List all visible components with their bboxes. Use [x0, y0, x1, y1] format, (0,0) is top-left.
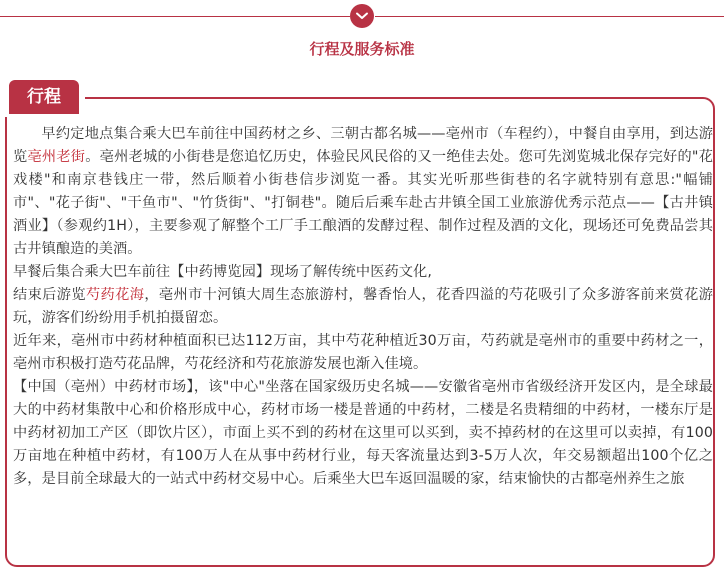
header-divider-right: [375, 16, 724, 17]
header-divider-left: [0, 16, 350, 17]
paragraph-peony-sea: 结束后游览芍药花海，亳州市十河镇大周生态旅游村，馨香怡人，花香四溢的芍花吸引了众多游客前来赏花游玩，游客们纷纷用手机拍摄留恋。: [13, 287, 713, 326]
peony-sea-link[interactable]: 芍药花海: [85, 287, 145, 303]
paragraph-peony-industry: 近年来，亳州市中药材种植面积已达112万亩，其中芍花种植近30万亩，芍药就是亳州市的重要中药材之一，亳州市积极打造芍花品牌，芍花经济和芍花旅游发展也渐入佳境。: [13, 333, 713, 372]
chevron-down-icon[interactable]: [350, 4, 374, 28]
paragraph-herb-museum: 早餐后集合乘大巴车前往【中药博览园】现场了解传统中医药文化,: [13, 264, 432, 280]
paragraph-herb-market: 【中国（亳州）中药材市场】，该"中心"坐落在国家级历史名城——安徽省亳州市省级经济开发区内，是全球最大的中药材集散中心和价格形成中心，药材市场一楼是普通的中药材，二楼是名贵精细的中药材，一楼东厅是中药材初加工产区（即饮片区），市面上买不到的药材在这里可以买到，卖不掉药材的在这里可以卖掉，有100万亩地在种植中药材，有100万人在从事中药材行业，每天客流量达到3-5万人次，年交易额超出100个亿之多，是目前全球最大的一站式中药材交易中心。后乘坐大巴车返回温暖的家，结束愉快的古都亳州养生之旅: [13, 379, 713, 487]
old-street-link[interactable]: 亳州老街: [27, 149, 86, 165]
itinerary-body: [13, 123, 713, 491]
itinerary-tab-label: 行程: [9, 80, 79, 114]
paragraph-day-1: 早约定地点集合乘大巴车前往中国药材之乡、三朝古都名城——亳州市（车程约），中餐自由享用，到达游览亳州老街。亳州老城的小街巷是您追忆历史，体验民风民俗的又一绝佳去处。您可先浏览城北保存完好的"花戏楼"和南京巷钱庄一带，然后顺着小街巷信步浏览一番。其实光听那些街巷的名字就特别有意思:"幅铺市"、"花子街"、"干鱼市"、"竹货街"、"打铜巷"。随后后乘车赴古井镇全国工业旅游优秀示范点——【古井镇酒业】（参观约1H），主要参观了解整个工厂手工酿酒的发酵过程、制作过程及酒的文化，现场还可免费品尝其古井镇酿造的美酒。: [13, 126, 713, 257]
section-title: 行程及服务标准: [309, 40, 415, 58]
